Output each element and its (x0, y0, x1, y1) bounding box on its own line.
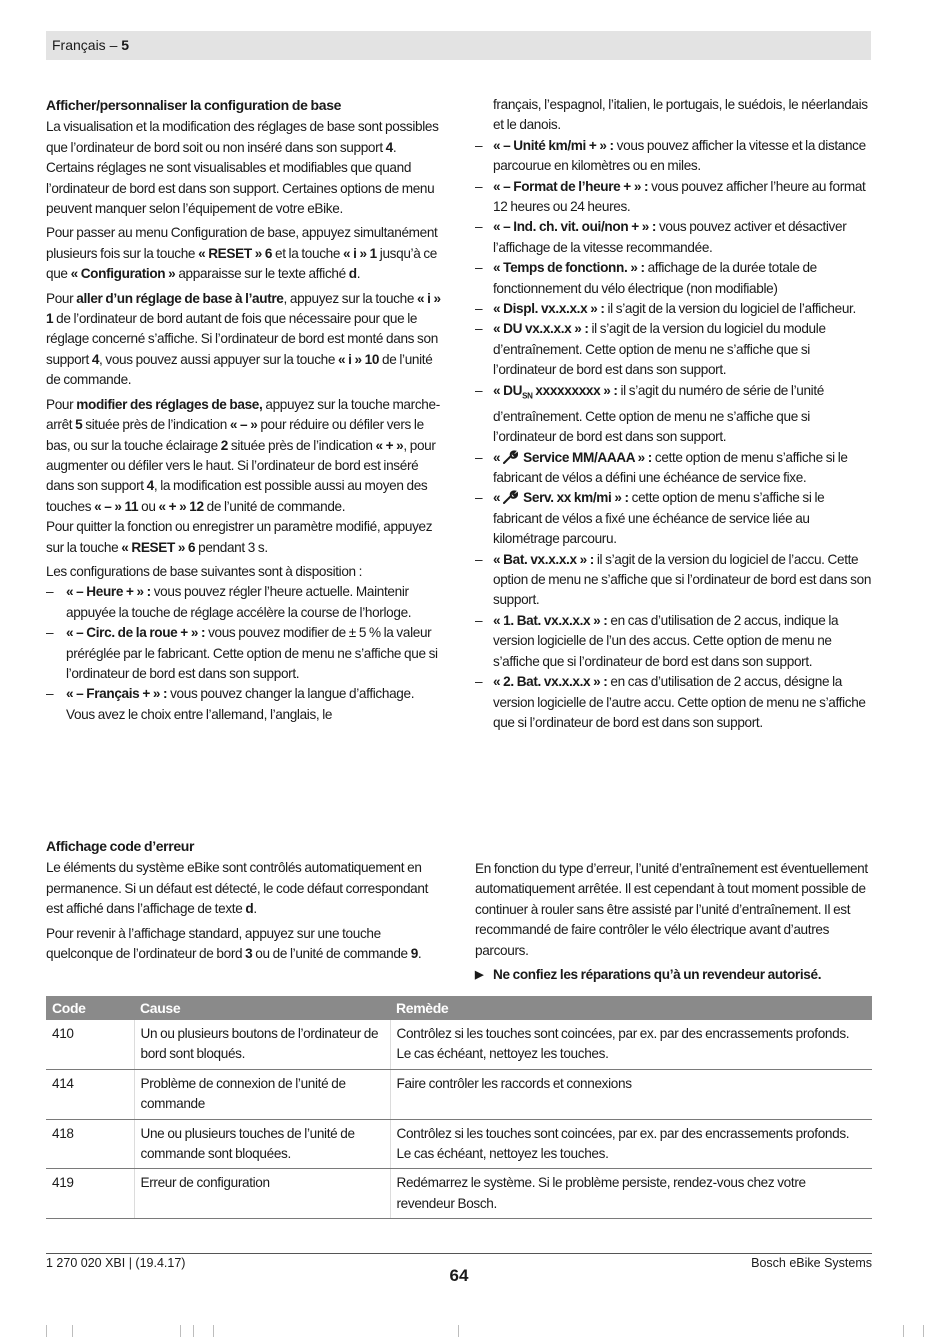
right-column (475, 95, 873, 733)
list-item: – « – Heure + » : vous pouvez régler l’heure actuelle. Maintenir appuyée la touche de réglage accélère la course de l’horloge. (46, 584, 412, 620)
cell-code: 410 (46, 1020, 134, 1069)
column-header-code: Code (46, 996, 134, 1020)
cell-cause: Un ou plusieurs boutons de l’ordinateur de bord sont bloqués. (134, 1020, 390, 1069)
page-header-bar (46, 31, 871, 60)
list-item: – « – Format de l’heure + » : vous pouvez afficher l’heure au format 12 heures ou 24 heures. (475, 178, 866, 215)
list-item: – « Displ. vx.x.x.x » : il s’agit de la version du logiciel de l’afficheur. (475, 301, 856, 317)
section-heading-error: Affichage code d’erreur (46, 838, 195, 854)
list-item: – « – Ind. ch. vit. oui/non + » : vous pouvez activer et désactiver l’affichage de la vitesse recommandée. (475, 219, 847, 255)
footer-divider (46, 1253, 872, 1254)
section-heading-config: Afficher/personnaliser la configuration de base (46, 97, 342, 113)
paragraph-error-shutdown: En fonction du type d’erreur, l’unité d’entraînement est éventuellement automatiquement arrêtée. Il est cependant à tout moment possible de continuer à rouler sans être assisté par l’unité d’entraînement. Il est recommandé de faire contrôler le vélo électrique avant d’autres parcours. (475, 861, 868, 958)
header-language: Français – (52, 37, 122, 53)
cell-remedy: Faire contrôler les raccords et connexions (390, 1069, 872, 1119)
header-page-number: 5 (121, 37, 130, 53)
list-item: – « – Circ. de la roue + » : vous pouvez modifier de ± 5 % la valeur préréglée par le fabricant. Cette option de menu ne s’affiche que si l’ordinateur de bord est dans son support. (46, 625, 438, 681)
list-item: – « DU vx.x.x.x » : il s’agit de la version du logiciel du module d’entraînement. Cette option de menu ne s’affiche que si l’ordinateur de bord est dans son support. (475, 321, 826, 378)
cell-remedy: Redémarrez le système. Si le problème persiste, rendez-vous chez votre revendeur Bosch. (390, 1169, 872, 1219)
list-item: – « 2. Bat. vx.x.x.x » : en cas d’utilisation de 2 accus, désigne la version logicielle de l’autre accu. Cette option de menu ne s’affiche que si l’ordinateur de bord est dans son support. (475, 674, 866, 730)
footer-brand: Bosch eBike Systems (751, 1256, 872, 1270)
table-row (46, 1119, 872, 1169)
table-row (46, 1020, 872, 1069)
paragraph-config-access: Pour passer au menu Configuration de base, appuyez simultanément plusieurs fois sur la touche « RESET » 6 et la touche « i » 1 jusqu’à ce que « Configuration » apparaisse sur le texte affiché d. (46, 225, 438, 282)
cell-remedy: Contrôlez si les touches sont coincées, par ex. par des encrassements profonds. Le cas échéant, nettoyez les touches. (390, 1119, 872, 1169)
list-item: – « Serv. xx km/mi » : cette option de menu s’affiche si le fabricant de vélos a fixé une échéance de service liée au kilométrage parcouru. (475, 490, 825, 547)
paragraph-config-modify: Pour modifier des réglages de base, appuyez sur la touche marche-arrêt 5 située près de l’indication « – » pour réduire ou défiler vers le bas, ou sur la touche éclairage 2 située près de l’indication « + », pour augmenter ou défiler vers le haut. Si l’ordinateur de bord est inséré dans son support 4, la modification est possible aussi au moyen des touches « – » 11 ou « + » 12 de l’unité de commande. (46, 396, 440, 514)
list-item: – « Temps de fonctionn. » : affichage de la durée totale de fonctionnement du vélo électrique (non modifiable) (475, 260, 817, 296)
left-column (46, 95, 444, 725)
error-right-column (475, 859, 873, 985)
list-item: – « Service MM/AAAA » : cette option de menu s’affiche si le fabricant de vélos a défini une échéance de service fixe. (475, 449, 848, 486)
print-crop-marks (0, 1325, 950, 1340)
list-item: – « – Français + » : vous pouvez changer la langue d’affichage. Vous avez le choix entre l’allemand, l’anglais, le (46, 686, 415, 722)
list-item: – « Bat. vx.x.x.x » : il s’agit de la version du logiciel de l’accu. Cette option de menu ne s’affiche que si l’ordinateur de bord est dans son support. (475, 551, 872, 608)
footer-page-number: 64 (449, 1266, 469, 1285)
error-code-table (46, 996, 872, 1219)
table-row (46, 1069, 872, 1119)
paragraph-config-list-intro: Les configurations de base suivantes sont à disposition : (46, 563, 363, 579)
cell-code: 419 (46, 1169, 134, 1219)
cell-remedy: Contrôlez si les touches sont coincées, par ex. par des encrassements profonds. Le cas échéant, nettoyez les touches. (390, 1020, 872, 1069)
list-item: – « 1. Bat. vx.x.x.x » : en cas d’utilisation de 2 accus, indique la version logicielle de l’un des accus. Cette option de menu ne s’affiche que si l’ordinateur de bord est dans son support. (475, 612, 839, 669)
paragraph-config-quit: Pour quitter la fonction ou enregistrer un paramètre modifié, appuyez sur la touche « RESET » 6 pendant 3 s. (46, 519, 433, 555)
table-row (46, 1169, 872, 1219)
cell-cause: Une ou plusieurs touches de l’unité de commande sont bloquées. (134, 1119, 390, 1169)
wrench-icon (502, 450, 518, 464)
warning-arrow-icon: ▶ (475, 969, 484, 982)
paragraph-config-intro: La visualisation et la modification des réglages de base sont possibles que l’ordinateur de bord soit ou non inséré dans son support 4. Certains réglages ne sont visualisables et modifiables que quand l’ordinateur de bord est dans son support. Certaines options de menu peuvent manquer selon l’équipement de votre eBike. (46, 119, 439, 217)
cell-code: 414 (46, 1069, 134, 1119)
table-header-row (46, 996, 872, 1020)
list-item-continued: français, l’espagnol, l’italien, le portugais, le suédois, le néerlandais et le danois. (493, 97, 868, 133)
list-item: – « – Unité km/mi + » : vous pouvez afficher la vitesse et la distance parcourue en kilomètres ou en miles. (475, 137, 866, 174)
paragraph-error-intro: Le éléments du système eBike sont contrôlés automatiquement en permanence. Si un défaut est détecté, le code défaut correspondant est affiché dans l’affichage de texte d. (46, 860, 428, 917)
warning-note: ▶ Ne confiez les réparations qu’à un revendeur autorisé. (475, 965, 873, 985)
wrench-icon (502, 490, 518, 504)
paragraph-config-navigate: Pour aller d’un réglage de base à l’autre, appuyez sur la touche « i » 1 de l’ordinateur de bord autant de fois que nécessaire pour que le réglage concerné s’affiche. Si l’ordinateur de bord est monté dans son support 4, vous pouvez aussi appuyer sur la touche « i » 10 de l’unité de commande. (46, 290, 441, 388)
paragraph-error-return: Pour revenir à l’affichage standard, appuyez sur une touche quelconque de l’ordinateur de bord 3 ou de l’unité de commande 9. (46, 925, 422, 962)
column-header-remedy: Remède (390, 996, 872, 1020)
cell-code: 418 (46, 1119, 134, 1169)
cell-cause: Problème de connexion de l’unité de commande (134, 1069, 390, 1119)
error-left-column (46, 836, 444, 968)
list-item: – « $DU_{SN}$ xxxxxxxxx » : il s’agit du numéro de série de l’unité d’entraînement. Cette option de menu ne s’affiche que si l’ordinateur de bord est dans son support. (475, 382, 824, 445)
column-header-cause: Cause (134, 996, 390, 1020)
cell-cause: Erreur de configuration (134, 1169, 390, 1219)
footer-document-number: 1 270 020 XBI | (19.4.17) (46, 1256, 186, 1270)
